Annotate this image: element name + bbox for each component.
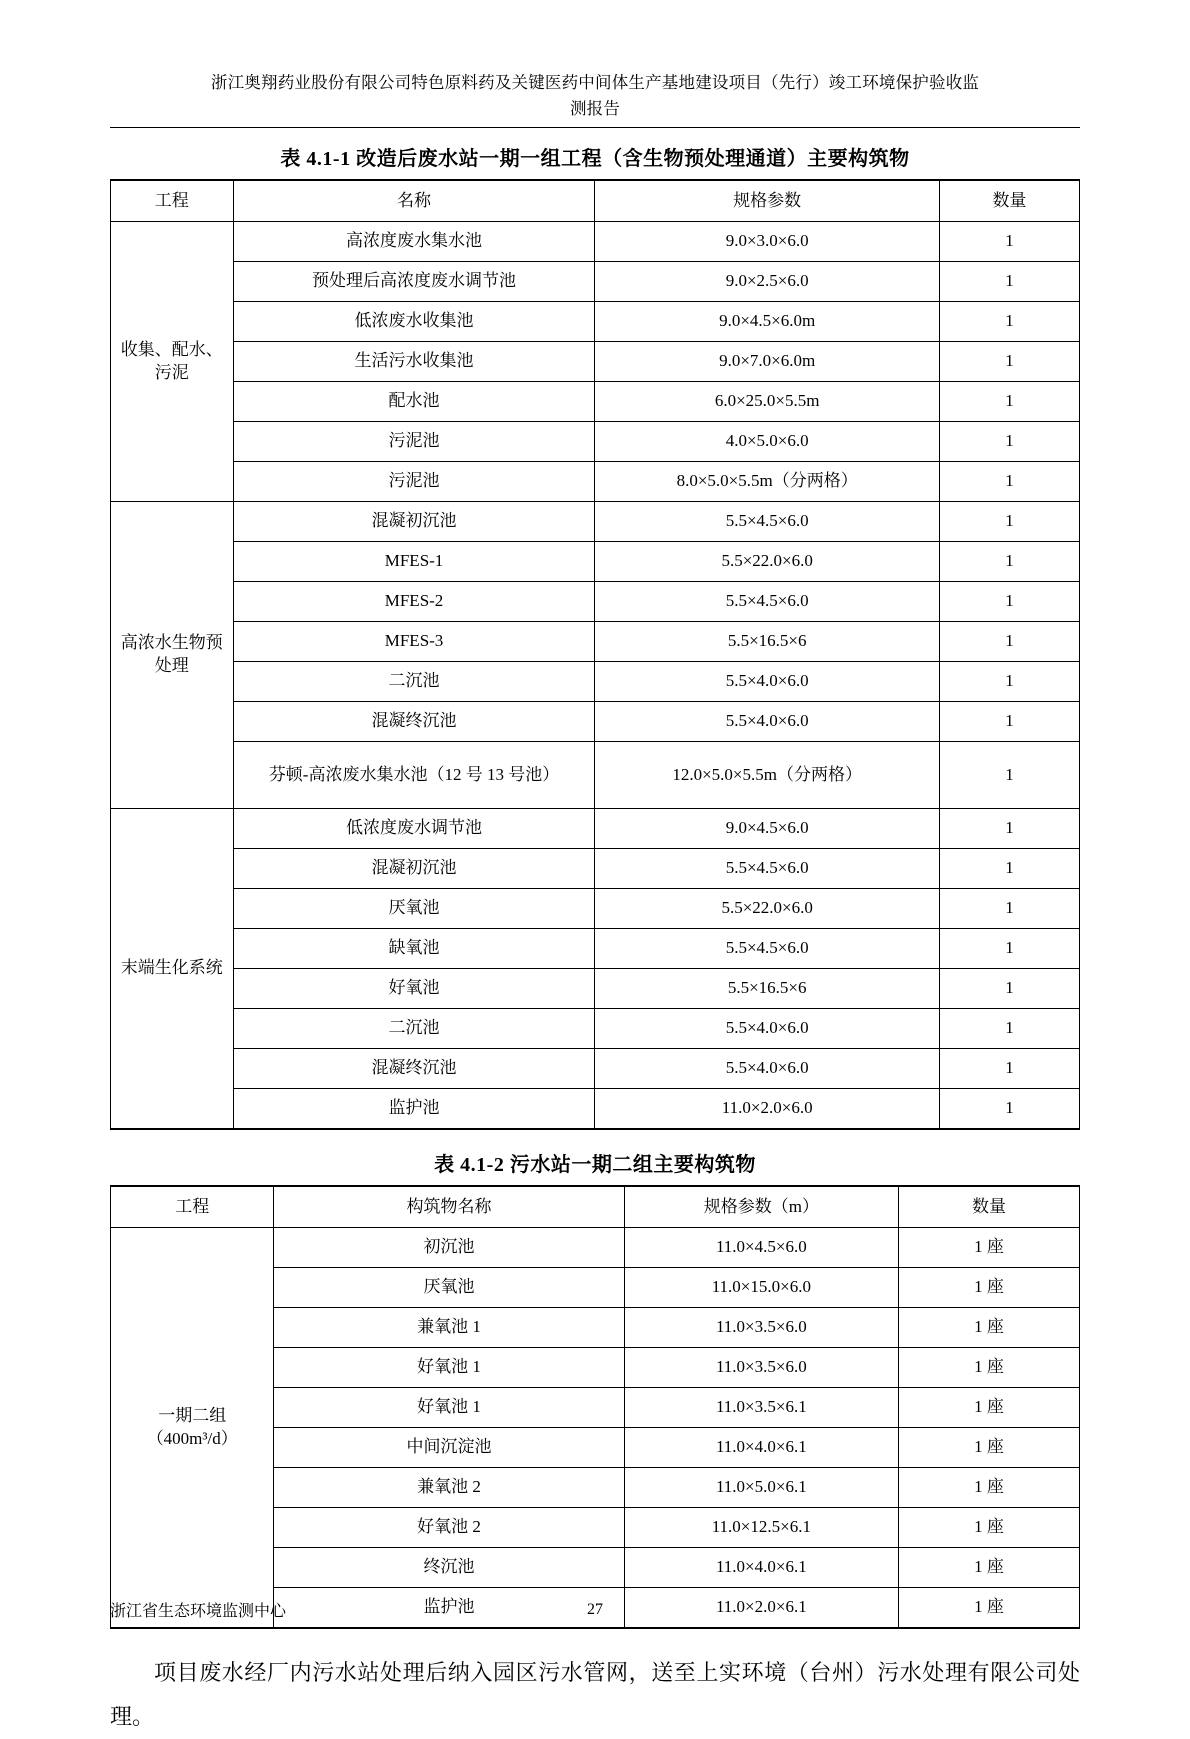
cell-spec: 5.5×4.0×6.0 [595,1049,939,1089]
paragraph-text: 项目废水经厂内污水站处理后纳入园区污水管网，送至上实环境（台州）污水处理有限公司处理。 [110,1660,1080,1730]
cell-spec: 5.5×4.0×6.0 [595,1009,939,1049]
table2-section [110,1148,1080,1629]
table-row [111,1049,1080,1089]
table-row [111,542,1080,582]
cell-spec: 8.0×5.0×5.5m（分两格） [595,462,939,502]
cell-name: 混凝终沉池 [233,1049,595,1089]
table-row [111,1228,1080,1268]
table-main-structures-group2 [110,1185,1080,1629]
table-row [111,929,1080,969]
cell-spec: 9.0×4.5×6.0m [595,302,939,342]
cell-qty: 1 [939,742,1079,809]
table-header-row [111,180,1080,222]
cell-name: 芬顿-高浓废水集水池（12 号 13 号池） [233,742,595,809]
cell-spec: 11.0×4.0×6.1 [624,1428,898,1468]
cell-qty: 1 [939,422,1079,462]
col-header-qty: 数量 [899,1186,1080,1228]
cell-qty: 1 [939,302,1079,342]
table2-caption: 表 4.1-2 污水站一期二组主要构筑物 [434,1154,756,1177]
table-row [111,662,1080,702]
cell-spec: 9.0×3.0×6.0 [595,222,939,262]
cell-name: MFES-2 [233,582,595,622]
cell-qty: 1 [939,969,1079,1009]
cell-spec: 11.0×15.0×6.0 [624,1268,898,1308]
table-row [111,1089,1080,1130]
col-header-qty: 数量 [939,180,1079,222]
group-label-line2: （400m³/d） [146,1428,238,1448]
cell-name: MFES-3 [233,622,595,662]
col-header-spec: 规格参数 [595,180,939,222]
cell-qty: 1 [939,1049,1079,1089]
cell-spec: 12.0×5.0×5.5m（分两格） [595,742,939,809]
cell-qty: 1 [939,889,1079,929]
cell-spec: 5.5×16.5×6 [595,622,939,662]
cell-qty: 1 [939,542,1079,582]
cell-qty: 1 [939,622,1079,662]
cell-spec: 11.0×2.0×6.1 [624,1588,898,1629]
group-label-collection: 收集、配水、污泥 [111,222,234,502]
cell-qty: 1 [939,222,1079,262]
cell-name: 监护池 [274,1588,624,1629]
cell-name: 兼氧池 2 [274,1468,624,1508]
table-row [111,849,1080,889]
cell-name: 高浓度废水集水池 [233,222,595,262]
cell-name: 污泥池 [233,462,595,502]
group-label-terminal-biochemical-system: 末端生化系统 [111,809,234,1130]
table-row [111,809,1080,849]
cell-qty: 1 [939,662,1079,702]
cell-name: 缺氧池 [233,929,595,969]
cell-name: 好氧池 1 [274,1348,624,1388]
cell-spec: 11.0×4.5×6.0 [624,1228,898,1268]
table-row [111,462,1080,502]
cell-spec: 4.0×5.0×6.0 [595,422,939,462]
cell-spec: 11.0×2.0×6.0 [595,1089,939,1130]
cell-qty: 1 座 [899,1428,1080,1468]
col-header-name: 名称 [233,180,595,222]
cell-spec: 11.0×5.0×6.1 [624,1468,898,1508]
cell-name: 混凝终沉池 [233,702,595,742]
cell-name: 二沉池 [233,662,595,702]
cell-qty: 1 [939,809,1079,849]
table-row [111,302,1080,342]
col-header-spec: 规格参数（m） [624,1186,898,1228]
cell-name: 低浓度废水调节池 [233,809,595,849]
table-row [111,262,1080,302]
table-row [111,969,1080,1009]
cell-qty: 1 座 [899,1268,1080,1308]
body-paragraph [110,1651,1080,1739]
cell-spec: 5.5×4.5×6.0 [595,502,939,542]
cell-spec: 5.5×4.5×6.0 [595,582,939,622]
cell-spec: 9.0×4.5×6.0 [595,809,939,849]
table-row [111,382,1080,422]
col-header-structure-name: 构筑物名称 [274,1186,624,1228]
cell-name: 厌氧池 [274,1268,624,1308]
cell-qty: 1 座 [899,1348,1080,1388]
table-row [111,342,1080,382]
cell-name: 好氧池 1 [274,1388,624,1428]
cell-spec: 11.0×3.5×6.0 [624,1308,898,1348]
table-row [111,502,1080,542]
cell-qty: 1 座 [899,1588,1080,1629]
page-header [110,70,1080,121]
group-label-line1: 一期二组 [158,1405,227,1425]
cell-spec: 5.5×4.5×6.0 [595,849,939,889]
cell-spec: 5.5×4.5×6.0 [595,929,939,969]
footer-page-number: 27 [587,1600,603,1618]
cell-name: 兼氧池 1 [274,1308,624,1348]
col-header-project: 工程 [111,180,234,222]
cell-spec: 9.0×7.0×6.0m [595,342,939,382]
cell-spec: 5.5×22.0×6.0 [595,542,939,582]
cell-qty: 1 [939,849,1079,889]
table-row [111,742,1080,809]
cell-spec: 5.5×4.0×6.0 [595,662,939,702]
cell-spec: 11.0×3.5×6.0 [624,1348,898,1388]
cell-qty: 1 座 [899,1388,1080,1428]
cell-qty: 1 [939,382,1079,422]
cell-qty: 1 [939,1089,1079,1130]
cell-name: 终沉池 [274,1548,624,1588]
cell-qty: 1 座 [899,1468,1080,1508]
header-line-2: 测报告 [569,98,621,118]
group-label-high-concentration-pretreatment: 高浓水生物预处理 [111,502,234,809]
cell-name: 初沉池 [274,1228,624,1268]
table-header-row [111,1186,1080,1228]
cell-qty: 1 座 [899,1548,1080,1588]
cell-spec: 11.0×3.5×6.1 [624,1388,898,1428]
header-line-1: 浙江奥翔药业股份有限公司特色原料药及关键医药中间体生产基地建设项目（先行）竣工环境保护验收监 [210,73,980,92]
cell-qty: 1 [939,462,1079,502]
table-main-structures-group1 [110,179,1080,1130]
cell-qty: 1 [939,342,1079,382]
cell-spec: 5.5×22.0×6.0 [595,889,939,929]
table-row [111,622,1080,662]
page-footer [110,1598,1080,1621]
cell-name: 二沉池 [233,1009,595,1049]
cell-qty: 1 [939,1009,1079,1049]
cell-qty: 1 [939,929,1079,969]
cell-qty: 1 [939,502,1079,542]
cell-qty: 1 [939,262,1079,302]
cell-qty: 1 [939,702,1079,742]
col-header-project: 工程 [111,1186,274,1228]
cell-qty: 1 座 [899,1228,1080,1268]
cell-qty: 1 [939,582,1079,622]
cell-name: 监护池 [233,1089,595,1130]
cell-spec: 6.0×25.0×5.5m [595,382,939,422]
cell-name: 中间沉淀池 [274,1428,624,1468]
cell-spec: 11.0×12.5×6.1 [624,1508,898,1548]
footer-organization: 浙江省生态环境监测中心 [110,1603,287,1620]
table-row [111,1009,1080,1049]
table-row [111,702,1080,742]
cell-name: 生活污水收集池 [233,342,595,382]
table-row [111,582,1080,622]
cell-name: 低浓废水收集池 [233,302,595,342]
header-divider [110,127,1080,128]
table-row [111,422,1080,462]
cell-name: 混凝初沉池 [233,849,595,889]
cell-name: 预处理后高浓度废水调节池 [233,262,595,302]
table-row [111,222,1080,262]
table1-caption: 表 4.1-1 改造后废水站一期一组工程（含生物预处理通道）主要构筑物 [280,148,910,171]
cell-spec: 9.0×2.5×6.0 [595,262,939,302]
cell-qty: 1 座 [899,1508,1080,1548]
cell-name: 污泥池 [233,422,595,462]
cell-name: MFES-1 [233,542,595,582]
cell-name: 配水池 [233,382,595,422]
cell-name: 混凝初沉池 [233,502,595,542]
cell-spec: 5.5×16.5×6 [595,969,939,1009]
cell-spec: 5.5×4.0×6.0 [595,702,939,742]
cell-name: 厌氧池 [233,889,595,929]
table-row [111,889,1080,929]
cell-name: 好氧池 2 [274,1508,624,1548]
group-label-phase1-group2 [111,1228,274,1629]
cell-qty: 1 座 [899,1308,1080,1348]
cell-spec: 11.0×4.0×6.1 [624,1548,898,1588]
cell-name: 好氧池 [233,969,595,1009]
